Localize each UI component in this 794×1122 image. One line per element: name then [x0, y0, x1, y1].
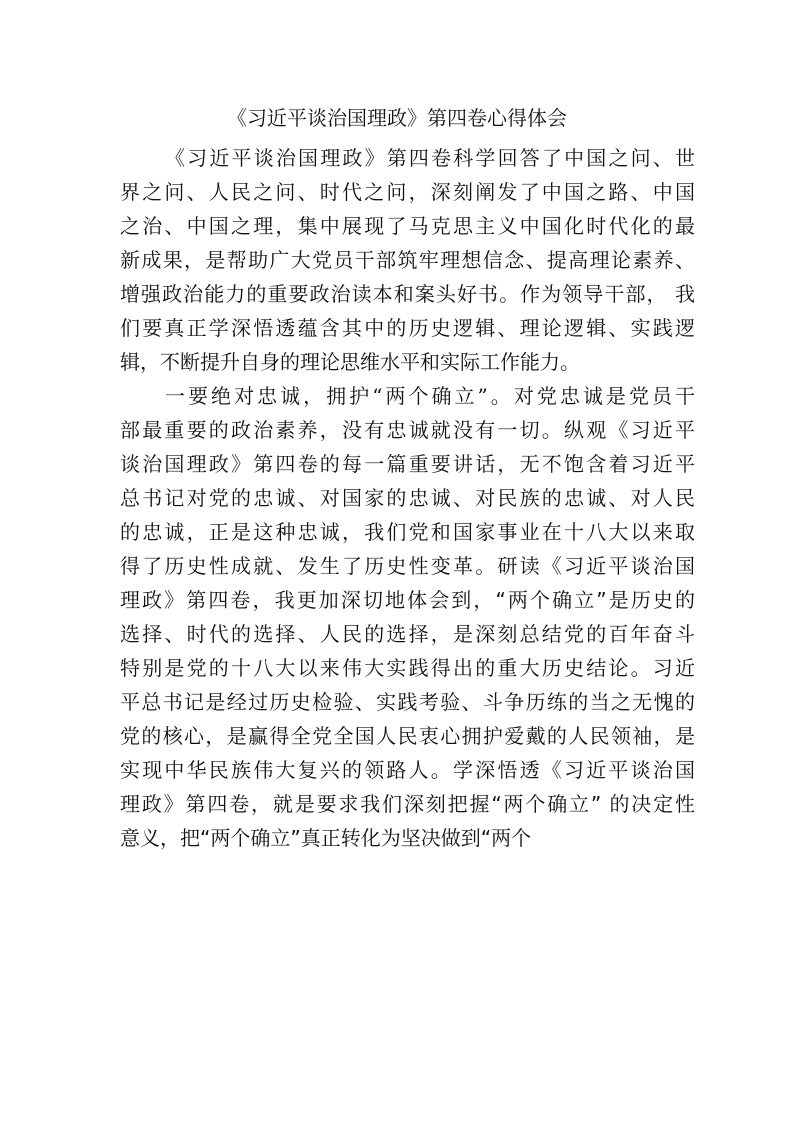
paragraph-2-line-14: 意义，把“两个确立”真正转化为坚决做到“两个 [120, 826, 532, 850]
paragraph-2-line-7: 理政》第四卷，我更加深切地体会到，“两个确立”是历史的 [120, 588, 695, 612]
paragraph-2-line-9: 特别是党的十八大以来伟大实践得出的重大历史结论。习近 [120, 656, 695, 680]
paragraph-1-line-7: 辑，不断提升自身的理论思维水平和实际工作能力。 [120, 350, 580, 374]
paragraph-1-line-5: 增强政治能力的重要政治读本和案头好书。作为领导干部， 我 [120, 282, 695, 306]
paragraph-2-line-1: 一要绝对忠诚，拥护“两个确立”。对党忠诚是党员干 [165, 384, 695, 408]
paragraph-2-line-5: 的忠诚，正是这种忠诚，我们党和国家事业在十八大以来取 [120, 520, 695, 544]
paragraph-1-line-3: 之治、中国之理，集中展现了马克思主义中国化时代化的最 [120, 214, 695, 238]
paragraph-2-line-8: 选择、时代的选择、人民的选择，是深刻总结党的百年奋斗 [120, 622, 695, 646]
paragraph-2-line-11: 党的核心，是赢得全党全国人民衷心拥护爱戴的人民领袖，是 [120, 724, 695, 748]
paragraph-2-line-2: 部最重要的政治素养，没有忠诚就没有一切。纵观《习近平 [120, 418, 695, 442]
paragraph-2-line-10: 平总书记是经过历史检验、实践考验、斗争历练的当之无愧的 [120, 690, 695, 714]
paragraph-2-line-6: 得了历史性成就、发生了历史性变革。研读《习近平谈治国 [120, 554, 695, 578]
paragraph-2-line-3: 谈治国理政》第四卷的每一篇重要讲话，无不饱含着习近平 [120, 452, 695, 476]
paragraph-1-line-1: 《习近平谈治国理政》第四卷科学回答了中国之问、世 [165, 146, 695, 170]
document-title: 《习近平谈治国理政》第四卷心得体会 [227, 106, 567, 130]
paragraph-2-line-12: 实现中华民族伟大复兴的领路人。学深悟透《习近平谈治国 [120, 758, 695, 782]
paragraph-1-line-6: 们要真正学深悟透蕴含其中的历史逻辑、理论逻辑、实践逻 [120, 316, 695, 340]
paragraph-1-line-2: 界之问、人民之问、时代之问，深刻阐发了中国之路、中国 [120, 180, 695, 204]
paragraph-2-line-4: 总书记对党的忠诚、对国家的忠诚、对民族的忠诚、对人民 [120, 486, 695, 510]
paragraph-1-line-4: 新成果，是帮助广大党员干部筑牢理想信念、提高理论素养、 [120, 248, 695, 272]
paragraph-2-line-13: 理政》第四卷，就是要求我们深刻把握“两个确立” 的决定性 [120, 792, 695, 816]
